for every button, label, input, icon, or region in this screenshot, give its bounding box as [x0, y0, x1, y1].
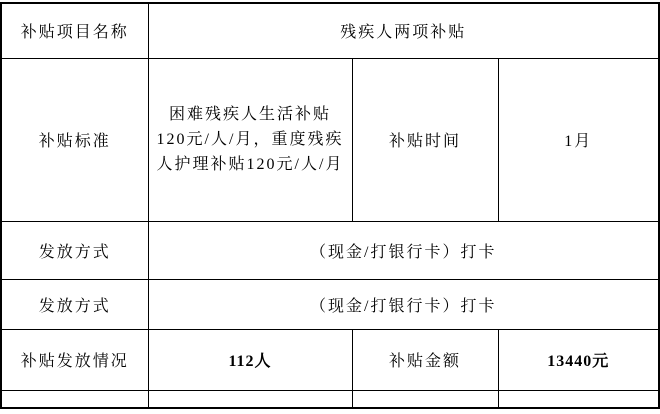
subsidy-time-value: 1月: [498, 58, 659, 221]
table-row-distribution: [1, 329, 659, 390]
subsidy-name-label: 补贴项目名称: [1, 3, 148, 58]
payment-method-label-1: 发放方式: [1, 221, 148, 279]
subsidy-standard-value: 困难残疾人生活补贴120元/人/月，重度残疾人护理补贴120元/人/月: [148, 58, 352, 221]
distribution-count: 112人: [148, 329, 352, 390]
empty-cell-1: [1, 390, 148, 408]
table-row-payment-method-1: [1, 221, 659, 279]
table-row-subsidy-standard: [1, 58, 659, 221]
subsidy-name-value: 残疾人两项补贴: [148, 3, 659, 58]
subsidy-table: [0, 2, 660, 409]
table-row-subsidy-name: [1, 3, 659, 58]
payment-method-value-1: （现金/打银行卡）打卡: [148, 221, 659, 279]
distribution-amount-label: 补贴金额: [352, 329, 498, 390]
subsidy-standard-label: 补贴标准: [1, 58, 148, 221]
empty-cell-2: [148, 390, 352, 408]
subsidy-time-label: 补贴时间: [352, 58, 498, 221]
payment-method-label-2: 发放方式: [1, 279, 148, 329]
empty-cell-4: [498, 390, 659, 408]
table-row-payment-method-2: [1, 279, 659, 329]
payment-method-value-2: （现金/打银行卡）打卡: [148, 279, 659, 329]
empty-cell-3: [352, 390, 498, 408]
distribution-amount-value: 13440元: [498, 329, 659, 390]
distribution-label: 补贴发放情况: [1, 329, 148, 390]
table-row-empty-partial: [1, 390, 659, 408]
